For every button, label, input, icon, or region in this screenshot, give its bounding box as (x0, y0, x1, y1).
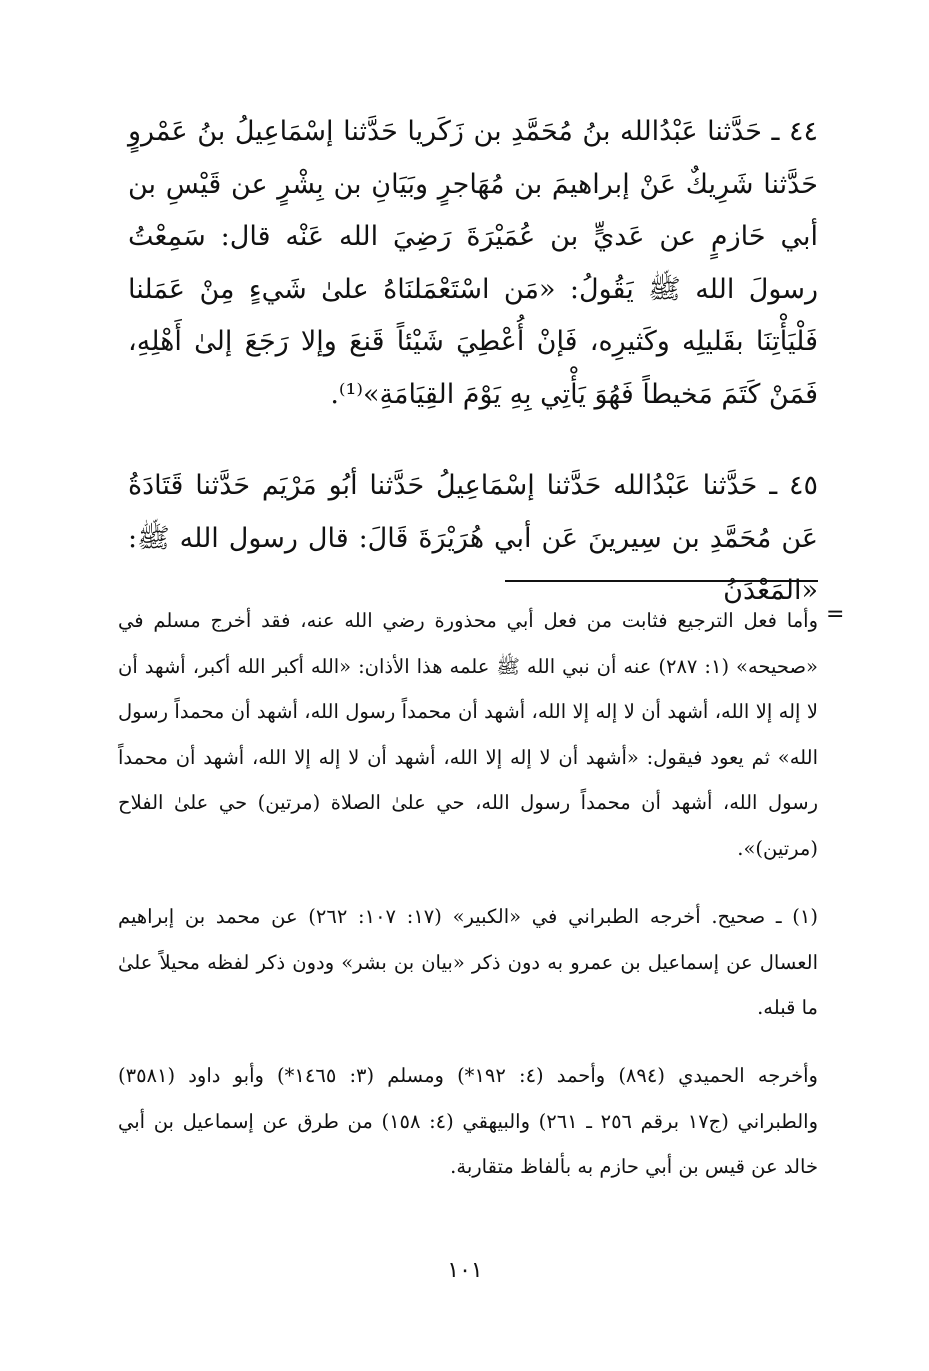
footnote-takhrij-text: وأخرجه الحميدي (٨٩٤) وأحمد (٤: ١٩٢*) ومسلم (٣: ١٤٦٥*) وأبو داود (٣٥٨١) والطبراني (ج١٧ برقم ٢٥٦ ـ ٢٦١) والبيهقي (٤: ١٥٨) من طرق عن إسماعيل بن أبي خالد عن قيس بن أبي حازم به بألفاظ متقاربة. (118, 1064, 818, 1178)
footnote-continuation-text: وأما فعل الترجيع فثابت من فعل أبي محذورة رضي الله عنه، فقد أخرج مسلم في «صحيحه» (١: ٢٨٧) عنه أن نبي الله ﷺ علمه هذا الأذان: «الله أكبر الله أكبر، أشهد أن لا إله إلا الله، أشهد أن لا إله إلا الله، أشهد أن محمداً رسول الله، أشهد أن محمداً رسول الله» ثم يعود فيقول: «أشهد أن لا إله إلا الله، أشهد أن لا إله إلا الله، أشهد أن محمداً رسول الله، أشهد أن محمداً رسول الله، حي علىٰ الصلاة (مرتين) حي علىٰ الفلاح (مرتين)». (118, 609, 818, 860)
page-number: ١٠١ (447, 1258, 483, 1283)
footnote-divider (505, 580, 818, 582)
footnote-1-text: (١) ـ صحيح. أخرجه الطبراني في «الكبير» (١٧: ١٠٧: ٢٦٢) عن محمد بن إبراهيم العسال عن إسماعيل بن عمرو به دون ذكر «بيان بن بشر» ودون ذكر لفظه محيلاً علىٰ ما قبله. (118, 905, 818, 1019)
footnote-continuation-marker: = (826, 602, 845, 627)
hadith-45-text: ٤٥ ـ حَدَّثنا عَبْدُالله حَدَّثنا إسْمَاعِيلُ حَدَّثنا أبُو مَرْيَم حَدَّثنا قَتَادَةُ عَن مُحَمَّدِ بن سِيرينَ عَن أبي هُرَيْرَةَ قَالَ: قال رسول الله ﷺ: «المَعْدَنُ (128, 470, 818, 606)
hadith-44-text: ٤٤ ـ حَدَّثنا عَبْدُالله بنُ مُحَمَّدِ بن زَكَريا حَدَّثنا إسْمَاعِيلُ بنُ عَمْروٍ حَدَّثنا شَرِيكٌ عَنْ إبراهيمَ بن مُهَاجرٍ وبَيَانِ بن بِشْرٍ عن قَيْسِ بن أبي حَازمٍ عن عَديٍّ بن عُمَيْرَةَ رَضِيَ الله عَنْه قال: سَمِعْتُ رسولَ الله ﷺ يَقُولُ: «مَن اسْتَعْمَلنَاهُ علىٰ شَيءٍ مِنْ عَمَلنا فَلْيَأْتِنَا بقَليلِه وكَثيرِه، فَإنْ أُعْطِيَ شَيْئاً قَنعَ وإلا رَجَعَ إلىٰ أَهْلِهِ، فَمَنْ كَتَمَ مَخيطاً فَهُوَ يَأْتِي بِهِ يَوْمَ القِيَامَةِ»⁽¹⁾. (128, 116, 818, 410)
